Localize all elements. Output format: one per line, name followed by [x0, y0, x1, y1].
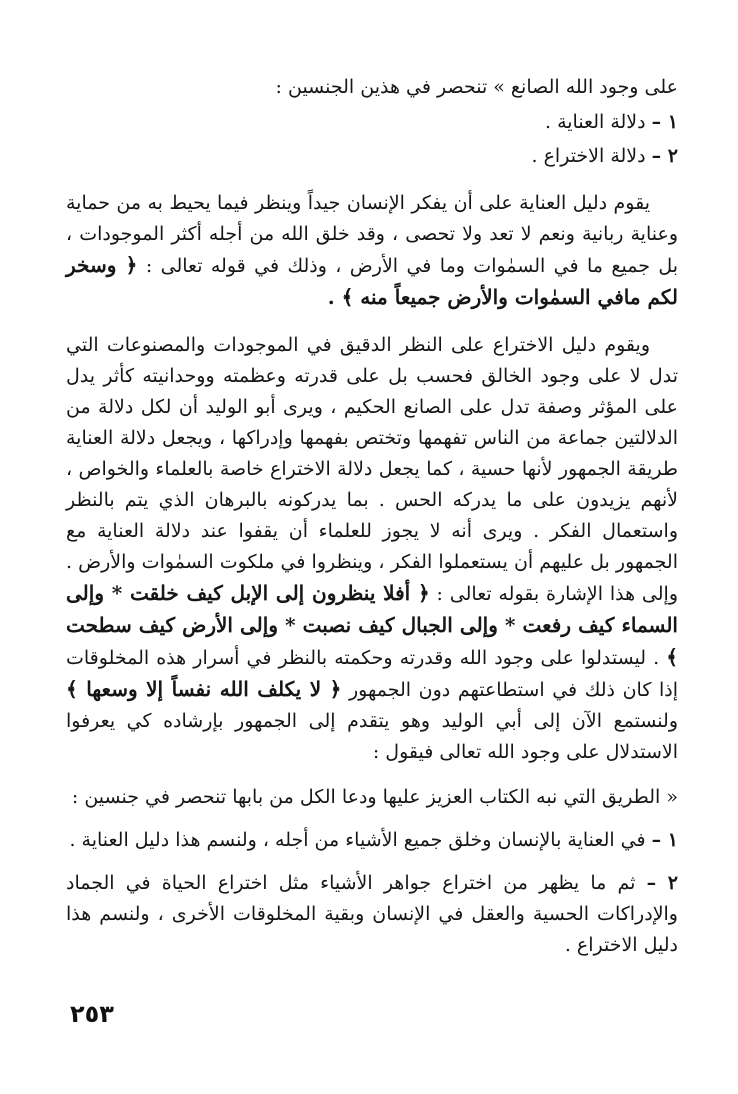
quran-quote: ﴿ لا يكلف الله نفساً إلا وسعها ﴾: [66, 677, 342, 701]
intro-text: على وجود الله الصانع » تنحصر في هذين الجنسين :: [275, 76, 678, 98]
numbered-paragraph: [66, 825, 678, 856]
list-text: ثم ما يظهر من اختراع جواهر الأشياء مثل اختراع الحياة في الجماد والإدراكات الحسية والعقل في الإنسان وبقية المخلوقات الأخرى ، ولنسم هذا دليل الاختراع .: [66, 872, 678, 956]
list-text: في العناية بالإنسان وخلق جميع الأشياء من أجله ، ولنسم هذا دليل العناية .: [69, 829, 646, 851]
paragraph-inayah: [66, 188, 678, 314]
paragraph-text: . ليستدلوا على وجود الله وقدرته وحكمته بالنظر في أسرار هذه المخلوقات إذا كان ذلك في استطاعتهم دون الجمهور: [66, 647, 678, 701]
intro-line: [66, 72, 678, 103]
numbered-paragraph: [66, 868, 678, 961]
quran-quote: ﴿ وسخر لكم مافي السمٰوات والأرض جميعاً منه ﴾ .: [66, 253, 678, 309]
paragraph-text: ويقوم دليل الاختراع على النظر الدقيق في الموجودات والمصنوعات التي تدل لا على وجود الخالق فحسب بل على قدرته وعظمته ووحدانيته كأثر يدل على المؤثر وصفة تدل على الصانع الحكيم ، ويرى أبو الوليد أن لكل دلالة من الدلالتين جماعة من الناس تفهمها وتختص بفهمها وإدراكها ، ويجعل دلالة العناية طريقة الجمهور لأنها حسية ، كما يجعل دلالة الاختراع خاصة بالعلماء والخواص ، لأنهم يزيدون على ما يدركه الحس . بما يدركونه بالبرهان الذي يتم بالنظر واستعمال الفكر . ويرى أنه لا يجوز للعلماء أن يقفوا عند دلالة العناية مع الجمهور بل عليهم أن يستعملوا الفكر ، وينظروا في ملكوت السمٰوات والأرض . وإلى هذا الإشارة بقوله تعالى :: [66, 334, 679, 605]
list-item: [66, 141, 678, 172]
paragraph-text: ولنستمع الآن إلى أبي الوليد وهو يتقدم إلى الجمهور بإرشاده كي يعرفوا الاستدلال على وجود الله تعالى فيقول :: [66, 710, 678, 763]
paragraph-ikhtira: [66, 330, 678, 768]
citation-line: [66, 782, 678, 813]
page-number: ٢٥٣: [70, 1000, 114, 1028]
quran-quote: ﴿ أفلا ينظرون إلى الإبل كيف خلقت * وإلى السماء كيف رفعت * وإلى الجبال كيف نصبت * وإلى الأرض كيف سطحت ﴾: [66, 581, 678, 669]
list-text: دلالة الاختراع .: [531, 145, 646, 167]
page-body: [66, 72, 678, 961]
list-number: ١ –: [651, 111, 678, 133]
paragraph-text: يقوم دليل العناية على أن يفكر الإنسان جيداً وينظر فيما يحيط به من حماية وعناية ربانية ونعم لا تعد ولا تحصى ، وقد خلق الله من أجله أكثر الموجودات ، بل جميع ما في السمٰوات وما في الأرض ، وذلك في قوله تعالى :: [66, 192, 679, 277]
list-number: ١ –: [651, 829, 678, 851]
list-text: دلالة العناية .: [544, 111, 646, 133]
citation-text: « الطريق التي نبه الكتاب العزيز عليها ودعا الكل من بابها تنحصر في جنسين :: [71, 786, 678, 808]
list-number: ٢ –: [646, 872, 679, 894]
list-item: [66, 107, 678, 138]
list-number: ٢ –: [651, 145, 678, 167]
